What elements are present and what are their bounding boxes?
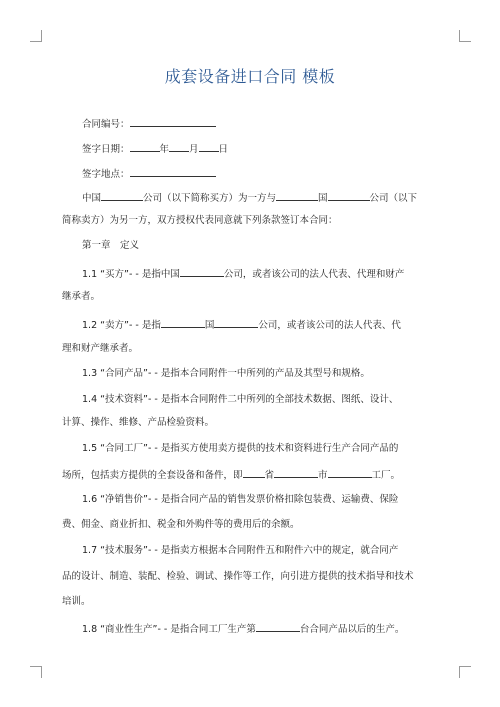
year-label: 年 [159, 144, 170, 155]
month-blank [169, 142, 189, 152]
crop-mark-bottom-right [459, 666, 471, 678]
seller-country-blank [276, 191, 318, 201]
clause-blank [256, 622, 300, 632]
contract-number-label: 合同编号： [82, 119, 130, 130]
clause-1-5-cont [62, 468, 400, 482]
clause-1-3: 1.3 “合同产品”- - 是指本合同附件一中所列的产品及其型号和规格。 [82, 368, 370, 379]
sign-date-line [82, 142, 228, 156]
intro-paragraph-line2: 简称卖方）为另一方，双方授权代表同意就下列条款签订本合同： [62, 215, 338, 226]
intro-paragraph-line1 [82, 191, 417, 205]
clause-blank [274, 468, 318, 478]
day-blank [199, 142, 219, 152]
clause-text: 市 [318, 470, 328, 481]
clause-1-4-cont: 计算、操作、维修、产品检验资料。 [62, 417, 215, 428]
clause-text: 1.2 “卖方”- - 是指 [82, 320, 161, 331]
clause-1-5: 1.5 “合同工厂”- - 是指买方使用卖方提供的技术和资料进行生产合同产品的 [82, 443, 399, 454]
clause-text: 场所，包括卖方提供的全套设备和备件，即 [62, 470, 243, 481]
day-label: 日 [218, 144, 229, 155]
clause-1-1 [82, 267, 404, 281]
chapter-heading: 第一章 定义 [82, 240, 140, 251]
clause-1-7-cont2: 培训。 [62, 596, 91, 607]
document-title: 成套设备进口合同 模板 [164, 67, 336, 86]
clause-text: 台合同产品以后的生产。 [299, 624, 405, 635]
clause-text: 公司，或者该公司的法人代表、代理和财产 [223, 269, 405, 280]
clause-blank [161, 318, 205, 328]
clause-1-6: 1.6 “净销售价”- - 是指合同产品的销售发票价格扣除包装费、运输费、保险 [82, 494, 399, 505]
clause-1-4: 1.4 “技术资料”- - 是指本合同附件二中所列的全部技术数据、图纸、设计、 [82, 394, 399, 405]
clause-1-6-cont: 费、佣金、商业折扣、税金和外购件等的费用后的余额。 [62, 519, 300, 530]
intro-text: 国 [318, 193, 328, 204]
intro-text: 中国 [82, 193, 102, 204]
clause-text: 工厂。 [371, 470, 401, 481]
buyer-company-blank [101, 191, 143, 201]
sign-date-label: 签字日期： [82, 144, 130, 155]
clause-text: 1.1 “买方”- - 是指中国 [82, 269, 180, 280]
clause-blank [328, 468, 372, 478]
clause-text: 公司，或者该公司的法人代表、代 [258, 320, 401, 331]
clause-1-8 [82, 622, 404, 636]
clause-1-1-cont: 继承者。 [62, 291, 101, 302]
clause-1-2-cont: 理和财产继承者。 [62, 343, 139, 354]
contract-number-blank [130, 117, 216, 127]
intro-text: 公司（以下简称买方）为一方与 [143, 193, 277, 204]
crop-mark-bottom-left [30, 666, 42, 678]
clause-text: 国 [204, 320, 215, 331]
clause-blank [180, 267, 224, 277]
month-label: 月 [189, 144, 199, 155]
clause-text: 1.8 “商业性生产”- - 是指合同工厂生产第 [82, 624, 256, 635]
clause-blank [214, 318, 258, 328]
contract-number-line [82, 117, 216, 131]
year-blank [130, 142, 160, 152]
clause-blank [243, 468, 265, 478]
intro-text: 公司（以下 [369, 193, 418, 204]
sign-place-label: 签字地点： [82, 169, 130, 180]
crop-mark-top-left [30, 30, 42, 42]
clause-1-7: 1.7 “技术服务”- - 是指卖方根据本合同附件五和附件六中的规定，就合同产 [82, 545, 399, 556]
sign-place-blank [130, 167, 216, 177]
clause-1-2 [82, 318, 401, 332]
clause-1-7-cont1: 品的设计、制造、装配、检验、调试、操作等工作，向引进方提供的技术指导和技术 [62, 571, 414, 582]
sign-place-line [82, 167, 216, 181]
seller-company-blank [328, 191, 370, 201]
crop-mark-top-right [459, 30, 471, 42]
clause-text: 省 [264, 470, 275, 481]
